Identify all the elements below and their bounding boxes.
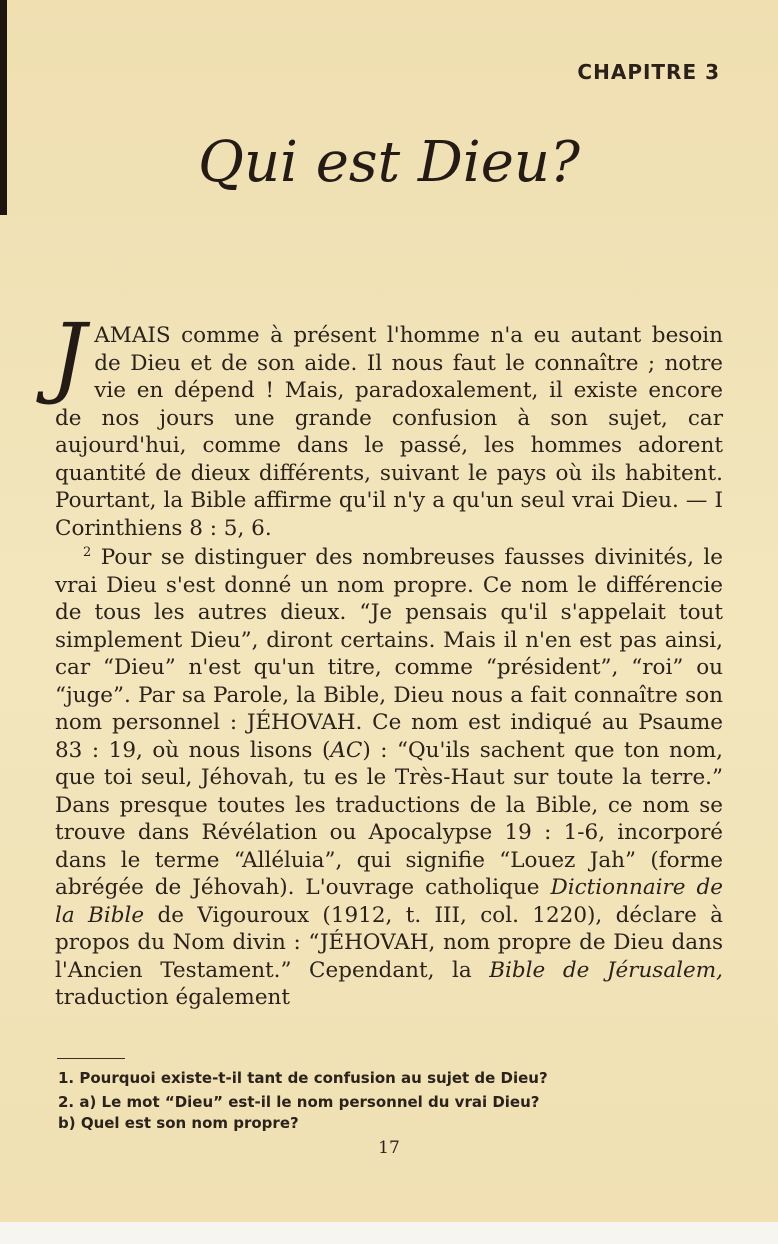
footnote-divider xyxy=(57,1058,125,1059)
paragraph-2-part-1: Pour se distinguer des nombreuses fausses divinités, le vrai Dieu s'est donné un nom propre. Ce nom le différencie de tous les autres dieux. “Je pensais qu'il s'appelait tout simplement Dieu”, diront certains. Mais il n'en est pas ainsi, car “Dieu” n'est qu'un titre, comme “président”, “roi” ou “juge”. Par sa Parole, la Bible, Dieu nous a fait connaître son nom personnel : JÉHOVAH. Ce nom est indiqué au Psaume 83 : 19, où nous lisons ( xyxy=(55,545,724,763)
page-title: Qui est Dieu? xyxy=(198,130,580,195)
page-number: 17 xyxy=(378,1138,400,1158)
study-questions xyxy=(58,1068,726,1134)
scan-bottom-margin xyxy=(0,1222,778,1244)
book-title-dictionnaire: Dictionnaire de la Bible xyxy=(55,875,724,928)
paragraph-2-part-3: de Vigouroux (1912, t. III, col. 1220), déclare à propos du Nom divin : “JÉHOVAH, nom propre de Dieu dans l'Ancien Testament.” Cependant, la xyxy=(55,902,723,983)
book-title-bible-jerusalem: Bible de Jérusalem, xyxy=(489,957,723,983)
paragraph-1 xyxy=(51,304,723,542)
paragraph-1-text: AMAIS comme à présent l'homme n'a eu autant besoin de Dieu et de son aide. Il nous faut le connaître ; notre vie en dépend ! Mais, paradoxalement, il existe encore de nos jours une grande confusion à son sujet, car aujourd'hui, comme dans le passé, les hommes adorent quantité de dieux différents, suivant le pays où ils habitent. Pourtant, la Bible affirme qu'il n'y a qu'un seul vrai Dieu. — I Corinthiens 8 : 5, 6. xyxy=(55,323,723,541)
question-2a: 2. a) Le mot “Dieu” est-il le nom personnel du vrai Dieu? xyxy=(58,1093,540,1111)
paragraph-number: 2 xyxy=(83,544,92,560)
body-text xyxy=(51,304,724,1012)
paragraph-2-part-2: ) : “Qu'ils sachent que ton nom, que toi seul, Jéhovah, tu es le Très-Haut sur toute la terre.” Dans presque toutes les traductions de la Bible, ce nom se trouve dans Révélation ou Apocalypse 19 : 1-6, incorporé dans le terme “Alléluia”, qui signifie “Louez Jah” (forme abrégée de Jéhovah). L'ouvrage catholique xyxy=(55,737,723,900)
chapter-heading: CHAPITRE 3 xyxy=(577,60,720,84)
paragraph-2 xyxy=(55,544,723,1012)
drop-cap: J xyxy=(51,304,87,407)
question-1: 1. Pourquoi existe-t-il tant de confusion au sujet de Dieu? xyxy=(58,1069,548,1087)
version-abbrev: AC xyxy=(330,737,363,763)
question-2b: b) Quel est son nom propre? xyxy=(58,1114,299,1132)
paragraph-2-part-4: traduction également xyxy=(55,985,291,1010)
